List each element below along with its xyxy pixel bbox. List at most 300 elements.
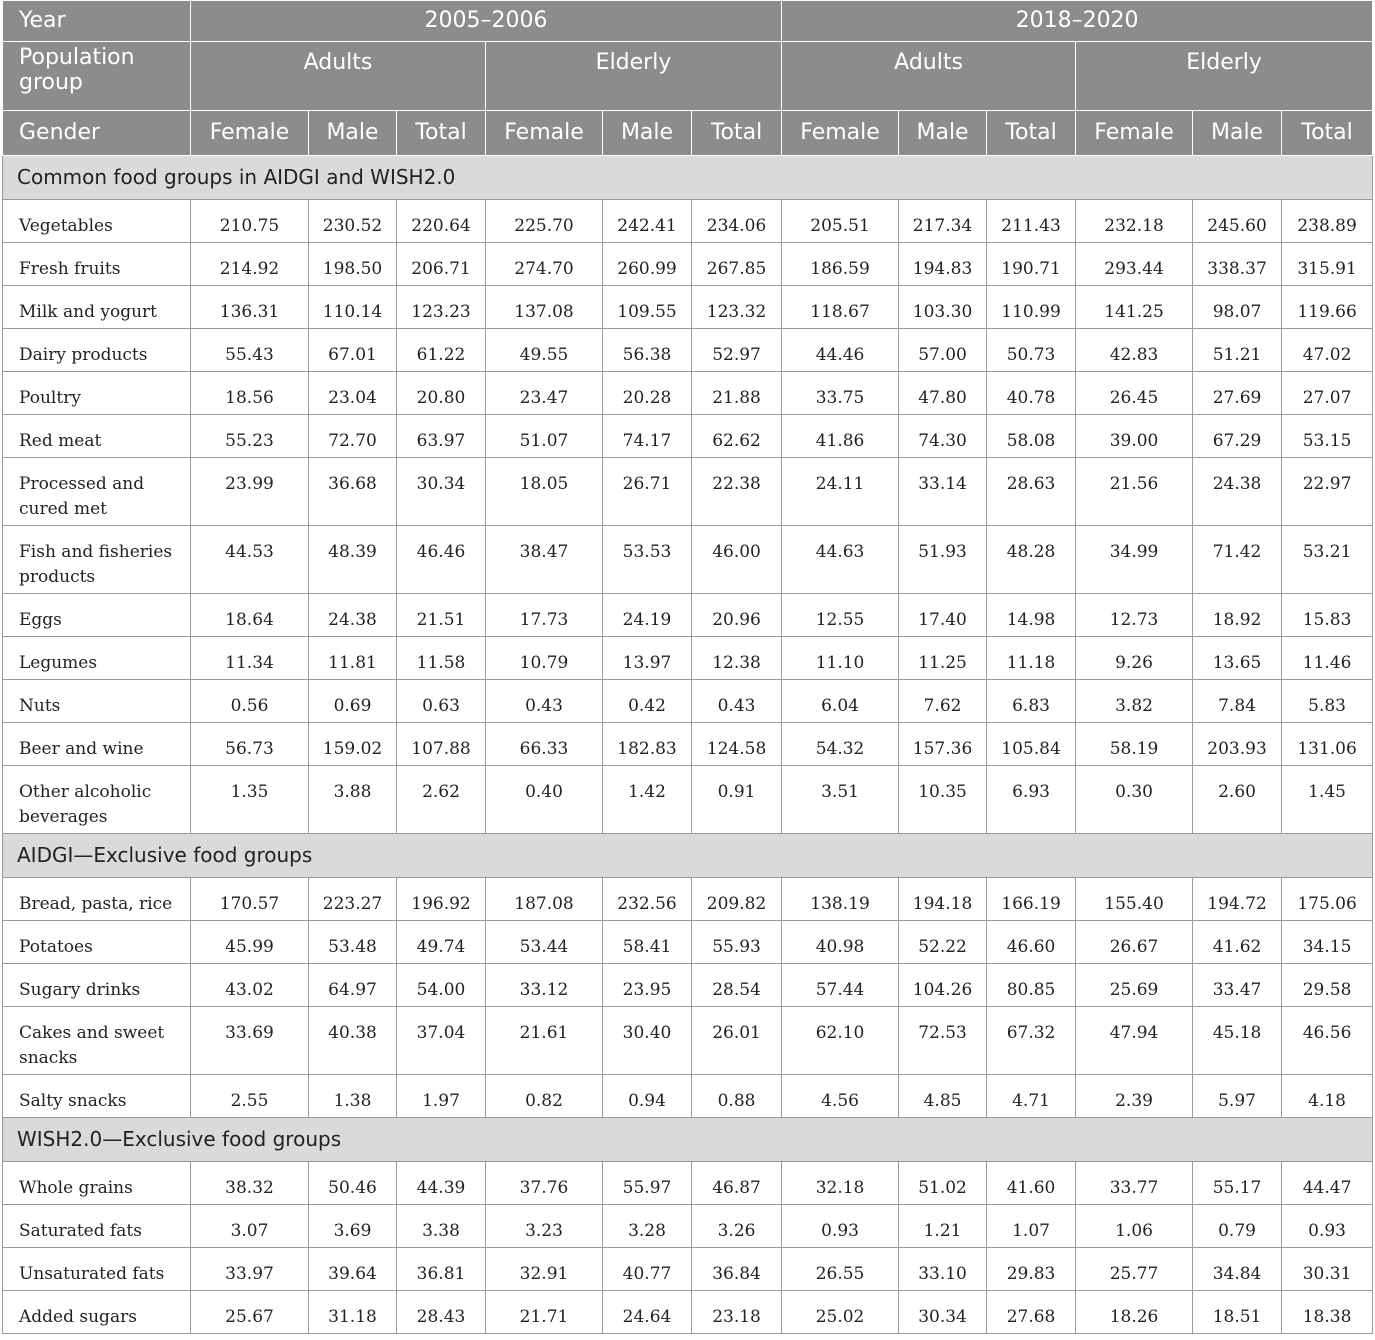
value-cell: 28.43 xyxy=(397,1291,486,1334)
value-cell: 7.62 xyxy=(899,680,987,723)
table-row xyxy=(3,329,1373,372)
value-cell: 51.07 xyxy=(486,415,603,458)
value-cell: 2.55 xyxy=(191,1075,309,1118)
value-cell: 3.26 xyxy=(692,1205,782,1248)
value-cell: 217.34 xyxy=(899,200,987,243)
value-cell: 44.53 xyxy=(191,526,309,594)
value-cell: 25.77 xyxy=(1076,1248,1193,1291)
value-cell: 159.02 xyxy=(309,723,397,766)
value-cell: 110.99 xyxy=(987,286,1076,329)
value-cell: 1.06 xyxy=(1076,1205,1193,1248)
value-cell: 194.83 xyxy=(899,243,987,286)
table-row xyxy=(3,766,1373,834)
year-header-row xyxy=(3,1,1373,42)
value-cell: 33.75 xyxy=(782,372,899,415)
value-cell: 12.38 xyxy=(692,637,782,680)
value-cell: 34.99 xyxy=(1076,526,1193,594)
value-cell: 33.14 xyxy=(899,458,987,526)
table-row xyxy=(3,243,1373,286)
value-cell: 194.18 xyxy=(899,878,987,921)
gender-label: Gender xyxy=(3,111,191,156)
value-cell: 214.92 xyxy=(191,243,309,286)
table-row xyxy=(3,1162,1373,1205)
value-cell: 11.58 xyxy=(397,637,486,680)
value-cell: 44.46 xyxy=(782,329,899,372)
value-cell: 1.42 xyxy=(603,766,692,834)
value-cell: 23.04 xyxy=(309,372,397,415)
value-cell: 203.93 xyxy=(1193,723,1282,766)
group-header-row xyxy=(3,42,1373,111)
table-header xyxy=(3,1,1373,156)
value-cell: 1.45 xyxy=(1282,766,1373,834)
value-cell: 30.34 xyxy=(397,458,486,526)
value-cell: 338.37 xyxy=(1193,243,1282,286)
table-row xyxy=(3,1007,1373,1075)
value-cell: 11.18 xyxy=(987,637,1076,680)
table-row xyxy=(3,921,1373,964)
value-cell: 0.93 xyxy=(1282,1205,1373,1248)
group-elderly-2018: Elderly xyxy=(1076,42,1373,111)
value-cell: 194.72 xyxy=(1193,878,1282,921)
value-cell: 62.10 xyxy=(782,1007,899,1075)
year-2018-2020: 2018–2020 xyxy=(782,1,1373,42)
value-cell: 10.79 xyxy=(486,637,603,680)
value-cell: 47.94 xyxy=(1076,1007,1193,1075)
value-cell: 51.02 xyxy=(899,1162,987,1205)
value-cell: 3.88 xyxy=(309,766,397,834)
value-cell: 30.40 xyxy=(603,1007,692,1075)
value-cell: 30.31 xyxy=(1282,1248,1373,1291)
value-cell: 49.74 xyxy=(397,921,486,964)
value-cell: 198.50 xyxy=(309,243,397,286)
value-cell: 2.62 xyxy=(397,766,486,834)
value-cell: 40.77 xyxy=(603,1248,692,1291)
value-cell: 27.68 xyxy=(987,1291,1076,1334)
value-cell: 44.39 xyxy=(397,1162,486,1205)
value-cell: 28.54 xyxy=(692,964,782,1007)
value-cell: 33.77 xyxy=(1076,1162,1193,1205)
value-cell: 40.38 xyxy=(309,1007,397,1075)
value-cell: 21.88 xyxy=(692,372,782,415)
value-cell: 57.44 xyxy=(782,964,899,1007)
value-cell: 49.55 xyxy=(486,329,603,372)
value-cell: 2.39 xyxy=(1076,1075,1193,1118)
value-cell: 0.93 xyxy=(782,1205,899,1248)
value-cell: 182.83 xyxy=(603,723,692,766)
value-cell: 13.65 xyxy=(1193,637,1282,680)
value-cell: 23.95 xyxy=(603,964,692,1007)
value-cell: 155.40 xyxy=(1076,878,1193,921)
value-cell: 6.93 xyxy=(987,766,1076,834)
value-cell: 4.85 xyxy=(899,1075,987,1118)
value-cell: 40.78 xyxy=(987,372,1076,415)
value-cell: 54.32 xyxy=(782,723,899,766)
gender-header-female: Female xyxy=(782,111,899,156)
value-cell: 31.18 xyxy=(309,1291,397,1334)
value-cell: 232.18 xyxy=(1076,200,1193,243)
value-cell: 15.83 xyxy=(1282,594,1373,637)
value-cell: 0.40 xyxy=(486,766,603,834)
value-cell: 64.97 xyxy=(309,964,397,1007)
value-cell: 63.97 xyxy=(397,415,486,458)
value-cell: 46.87 xyxy=(692,1162,782,1205)
value-cell: 52.22 xyxy=(899,921,987,964)
value-cell: 12.55 xyxy=(782,594,899,637)
value-cell: 9.26 xyxy=(1076,637,1193,680)
table-row xyxy=(3,723,1373,766)
section-title: Common food groups in AIDGI and WISH2.0 xyxy=(3,156,1373,200)
section-header-row xyxy=(3,1118,1373,1162)
value-cell: 18.64 xyxy=(191,594,309,637)
group-adults-2005: Adults xyxy=(191,42,486,111)
value-cell: 55.23 xyxy=(191,415,309,458)
year-2005-2006: 2005–2006 xyxy=(191,1,782,42)
food-group-label: Cakes and sweet snacks xyxy=(3,1007,191,1075)
value-cell: 47.02 xyxy=(1282,329,1373,372)
value-cell: 24.38 xyxy=(309,594,397,637)
value-cell: 74.30 xyxy=(899,415,987,458)
value-cell: 0.63 xyxy=(397,680,486,723)
section-header-row xyxy=(3,834,1373,878)
value-cell: 52.97 xyxy=(692,329,782,372)
value-cell: 51.93 xyxy=(899,526,987,594)
value-cell: 138.19 xyxy=(782,878,899,921)
value-cell: 33.69 xyxy=(191,1007,309,1075)
value-cell: 209.82 xyxy=(692,878,782,921)
value-cell: 0.94 xyxy=(603,1075,692,1118)
value-cell: 18.26 xyxy=(1076,1291,1193,1334)
table-row xyxy=(3,458,1373,526)
table-row xyxy=(3,594,1373,637)
gender-header-total: Total xyxy=(1282,111,1373,156)
value-cell: 58.08 xyxy=(987,415,1076,458)
value-cell: 38.32 xyxy=(191,1162,309,1205)
gender-header-male: Male xyxy=(309,111,397,156)
value-cell: 72.70 xyxy=(309,415,397,458)
value-cell: 220.64 xyxy=(397,200,486,243)
value-cell: 39.64 xyxy=(309,1248,397,1291)
food-group-label: Fish and fisheries products xyxy=(3,526,191,594)
gender-header-total: Total xyxy=(692,111,782,156)
table-row xyxy=(3,1205,1373,1248)
value-cell: 293.44 xyxy=(1076,243,1193,286)
value-cell: 45.99 xyxy=(191,921,309,964)
value-cell: 32.18 xyxy=(782,1162,899,1205)
value-cell: 38.47 xyxy=(486,526,603,594)
food-group-label: Milk and yogurt xyxy=(3,286,191,329)
value-cell: 53.53 xyxy=(603,526,692,594)
value-cell: 166.19 xyxy=(987,878,1076,921)
gender-header-male: Male xyxy=(1193,111,1282,156)
value-cell: 187.08 xyxy=(486,878,603,921)
value-cell: 58.19 xyxy=(1076,723,1193,766)
value-cell: 107.88 xyxy=(397,723,486,766)
value-cell: 210.75 xyxy=(191,200,309,243)
food-group-label: Legumes xyxy=(3,637,191,680)
value-cell: 24.11 xyxy=(782,458,899,526)
value-cell: 1.21 xyxy=(899,1205,987,1248)
value-cell: 0.43 xyxy=(486,680,603,723)
value-cell: 225.70 xyxy=(486,200,603,243)
value-cell: 46.60 xyxy=(987,921,1076,964)
value-cell: 46.56 xyxy=(1282,1007,1373,1075)
value-cell: 55.93 xyxy=(692,921,782,964)
value-cell: 37.04 xyxy=(397,1007,486,1075)
value-cell: 3.82 xyxy=(1076,680,1193,723)
value-cell: 54.00 xyxy=(397,964,486,1007)
value-cell: 21.56 xyxy=(1076,458,1193,526)
gender-header-total: Total xyxy=(987,111,1076,156)
value-cell: 37.76 xyxy=(486,1162,603,1205)
value-cell: 206.71 xyxy=(397,243,486,286)
food-group-label: Dairy products xyxy=(3,329,191,372)
value-cell: 45.18 xyxy=(1193,1007,1282,1075)
food-group-label: Whole grains xyxy=(3,1162,191,1205)
gender-header-female: Female xyxy=(486,111,603,156)
value-cell: 18.92 xyxy=(1193,594,1282,637)
value-cell: 11.10 xyxy=(782,637,899,680)
value-cell: 105.84 xyxy=(987,723,1076,766)
value-cell: 18.51 xyxy=(1193,1291,1282,1334)
value-cell: 33.10 xyxy=(899,1248,987,1291)
value-cell: 24.38 xyxy=(1193,458,1282,526)
value-cell: 0.91 xyxy=(692,766,782,834)
food-group-label: Unsaturated fats xyxy=(3,1248,191,1291)
value-cell: 3.51 xyxy=(782,766,899,834)
value-cell: 41.60 xyxy=(987,1162,1076,1205)
value-cell: 23.18 xyxy=(692,1291,782,1334)
value-cell: 17.73 xyxy=(486,594,603,637)
value-cell: 36.84 xyxy=(692,1248,782,1291)
value-cell: 42.83 xyxy=(1076,329,1193,372)
food-group-label: Salty snacks xyxy=(3,1075,191,1118)
value-cell: 39.00 xyxy=(1076,415,1193,458)
value-cell: 0.42 xyxy=(603,680,692,723)
value-cell: 34.84 xyxy=(1193,1248,1282,1291)
food-group-label: Bread, pasta, rice xyxy=(3,878,191,921)
value-cell: 56.38 xyxy=(603,329,692,372)
value-cell: 58.41 xyxy=(603,921,692,964)
table-row xyxy=(3,286,1373,329)
food-group-label: Vegetables xyxy=(3,200,191,243)
value-cell: 25.67 xyxy=(191,1291,309,1334)
value-cell: 4.18 xyxy=(1282,1075,1373,1118)
value-cell: 109.55 xyxy=(603,286,692,329)
value-cell: 26.67 xyxy=(1076,921,1193,964)
value-cell: 50.73 xyxy=(987,329,1076,372)
value-cell: 2.60 xyxy=(1193,766,1282,834)
value-cell: 53.15 xyxy=(1282,415,1373,458)
value-cell: 123.23 xyxy=(397,286,486,329)
value-cell: 119.66 xyxy=(1282,286,1373,329)
value-cell: 5.97 xyxy=(1193,1075,1282,1118)
value-cell: 22.97 xyxy=(1282,458,1373,526)
value-cell: 11.81 xyxy=(309,637,397,680)
value-cell: 0.82 xyxy=(486,1075,603,1118)
value-cell: 103.30 xyxy=(899,286,987,329)
value-cell: 123.32 xyxy=(692,286,782,329)
value-cell: 53.21 xyxy=(1282,526,1373,594)
value-cell: 55.97 xyxy=(603,1162,692,1205)
value-cell: 3.69 xyxy=(309,1205,397,1248)
value-cell: 46.00 xyxy=(692,526,782,594)
food-group-label: Potatoes xyxy=(3,921,191,964)
section-title: WISH2.0—Exclusive food groups xyxy=(3,1118,1373,1162)
value-cell: 170.57 xyxy=(191,878,309,921)
value-cell: 51.21 xyxy=(1193,329,1282,372)
value-cell: 137.08 xyxy=(486,286,603,329)
food-group-label: Sugary drinks xyxy=(3,964,191,1007)
value-cell: 110.14 xyxy=(309,286,397,329)
value-cell: 26.71 xyxy=(603,458,692,526)
value-cell: 44.63 xyxy=(782,526,899,594)
value-cell: 274.70 xyxy=(486,243,603,286)
value-cell: 238.89 xyxy=(1282,200,1373,243)
value-cell: 4.56 xyxy=(782,1075,899,1118)
value-cell: 44.47 xyxy=(1282,1162,1373,1205)
value-cell: 6.83 xyxy=(987,680,1076,723)
value-cell: 0.30 xyxy=(1076,766,1193,834)
gender-header-total: Total xyxy=(397,111,486,156)
value-cell: 27.69 xyxy=(1193,372,1282,415)
value-cell: 0.69 xyxy=(309,680,397,723)
value-cell: 30.34 xyxy=(899,1291,987,1334)
gender-header-female: Female xyxy=(191,111,309,156)
value-cell: 0.56 xyxy=(191,680,309,723)
value-cell: 21.71 xyxy=(486,1291,603,1334)
value-cell: 53.48 xyxy=(309,921,397,964)
group-elderly-2005: Elderly xyxy=(486,42,782,111)
value-cell: 61.22 xyxy=(397,329,486,372)
table-row xyxy=(3,1075,1373,1118)
value-cell: 67.32 xyxy=(987,1007,1076,1075)
year-label: Year xyxy=(3,1,191,42)
food-group-label: Processed and cured met xyxy=(3,458,191,526)
value-cell: 25.02 xyxy=(782,1291,899,1334)
population-group-label: Population group xyxy=(3,42,191,111)
value-cell: 242.41 xyxy=(603,200,692,243)
value-cell: 21.61 xyxy=(486,1007,603,1075)
value-cell: 67.01 xyxy=(309,329,397,372)
value-cell: 72.53 xyxy=(899,1007,987,1075)
value-cell: 41.62 xyxy=(1193,921,1282,964)
section-header-row xyxy=(3,156,1373,200)
value-cell: 80.85 xyxy=(987,964,1076,1007)
food-group-label: Fresh fruits xyxy=(3,243,191,286)
value-cell: 32.91 xyxy=(486,1248,603,1291)
value-cell: 71.42 xyxy=(1193,526,1282,594)
value-cell: 175.06 xyxy=(1282,878,1373,921)
food-group-label: Poultry xyxy=(3,372,191,415)
value-cell: 36.81 xyxy=(397,1248,486,1291)
value-cell: 1.35 xyxy=(191,766,309,834)
value-cell: 34.15 xyxy=(1282,921,1373,964)
value-cell: 14.98 xyxy=(987,594,1076,637)
value-cell: 196.92 xyxy=(397,878,486,921)
value-cell: 48.28 xyxy=(987,526,1076,594)
value-cell: 27.07 xyxy=(1282,372,1373,415)
value-cell: 131.06 xyxy=(1282,723,1373,766)
value-cell: 4.71 xyxy=(987,1075,1076,1118)
value-cell: 33.12 xyxy=(486,964,603,1007)
value-cell: 260.99 xyxy=(603,243,692,286)
group-adults-2018: Adults xyxy=(782,42,1076,111)
value-cell: 40.98 xyxy=(782,921,899,964)
value-cell: 190.71 xyxy=(987,243,1076,286)
value-cell: 124.58 xyxy=(692,723,782,766)
gender-header-male: Male xyxy=(603,111,692,156)
value-cell: 48.39 xyxy=(309,526,397,594)
section-title: AIDGI—Exclusive food groups xyxy=(3,834,1373,878)
value-cell: 232.56 xyxy=(603,878,692,921)
value-cell: 245.60 xyxy=(1193,200,1282,243)
table-row xyxy=(3,637,1373,680)
value-cell: 0.43 xyxy=(692,680,782,723)
value-cell: 223.27 xyxy=(309,878,397,921)
value-cell: 18.56 xyxy=(191,372,309,415)
value-cell: 33.97 xyxy=(191,1248,309,1291)
value-cell: 46.46 xyxy=(397,526,486,594)
value-cell: 1.38 xyxy=(309,1075,397,1118)
table-row xyxy=(3,200,1373,243)
value-cell: 1.07 xyxy=(987,1205,1076,1248)
gender-header-row xyxy=(3,111,1373,156)
table-row xyxy=(3,1248,1373,1291)
value-cell: 315.91 xyxy=(1282,243,1373,286)
value-cell: 26.01 xyxy=(692,1007,782,1075)
value-cell: 74.17 xyxy=(603,415,692,458)
value-cell: 18.05 xyxy=(486,458,603,526)
value-cell: 0.79 xyxy=(1193,1205,1282,1248)
value-cell: 0.88 xyxy=(692,1075,782,1118)
value-cell: 26.55 xyxy=(782,1248,899,1291)
value-cell: 267.85 xyxy=(692,243,782,286)
food-group-label: Added sugars xyxy=(3,1291,191,1334)
value-cell: 20.28 xyxy=(603,372,692,415)
value-cell: 29.83 xyxy=(987,1248,1076,1291)
value-cell: 234.06 xyxy=(692,200,782,243)
value-cell: 55.17 xyxy=(1193,1162,1282,1205)
value-cell: 205.51 xyxy=(782,200,899,243)
value-cell: 23.99 xyxy=(191,458,309,526)
gender-header-female: Female xyxy=(1076,111,1193,156)
value-cell: 11.46 xyxy=(1282,637,1373,680)
value-cell: 18.38 xyxy=(1282,1291,1373,1334)
table-row xyxy=(3,372,1373,415)
value-cell: 21.51 xyxy=(397,594,486,637)
value-cell: 20.96 xyxy=(692,594,782,637)
table-row xyxy=(3,680,1373,723)
table-body xyxy=(3,156,1373,1334)
value-cell: 25.69 xyxy=(1076,964,1193,1007)
value-cell: 118.67 xyxy=(782,286,899,329)
value-cell: 24.19 xyxy=(603,594,692,637)
value-cell: 67.29 xyxy=(1193,415,1282,458)
table-row xyxy=(3,964,1373,1007)
value-cell: 141.25 xyxy=(1076,286,1193,329)
value-cell: 36.68 xyxy=(309,458,397,526)
value-cell: 17.40 xyxy=(899,594,987,637)
value-cell: 3.28 xyxy=(603,1205,692,1248)
value-cell: 1.97 xyxy=(397,1075,486,1118)
value-cell: 186.59 xyxy=(782,243,899,286)
value-cell: 20.80 xyxy=(397,372,486,415)
value-cell: 104.26 xyxy=(899,964,987,1007)
value-cell: 33.47 xyxy=(1193,964,1282,1007)
value-cell: 136.31 xyxy=(191,286,309,329)
value-cell: 23.47 xyxy=(486,372,603,415)
value-cell: 12.73 xyxy=(1076,594,1193,637)
